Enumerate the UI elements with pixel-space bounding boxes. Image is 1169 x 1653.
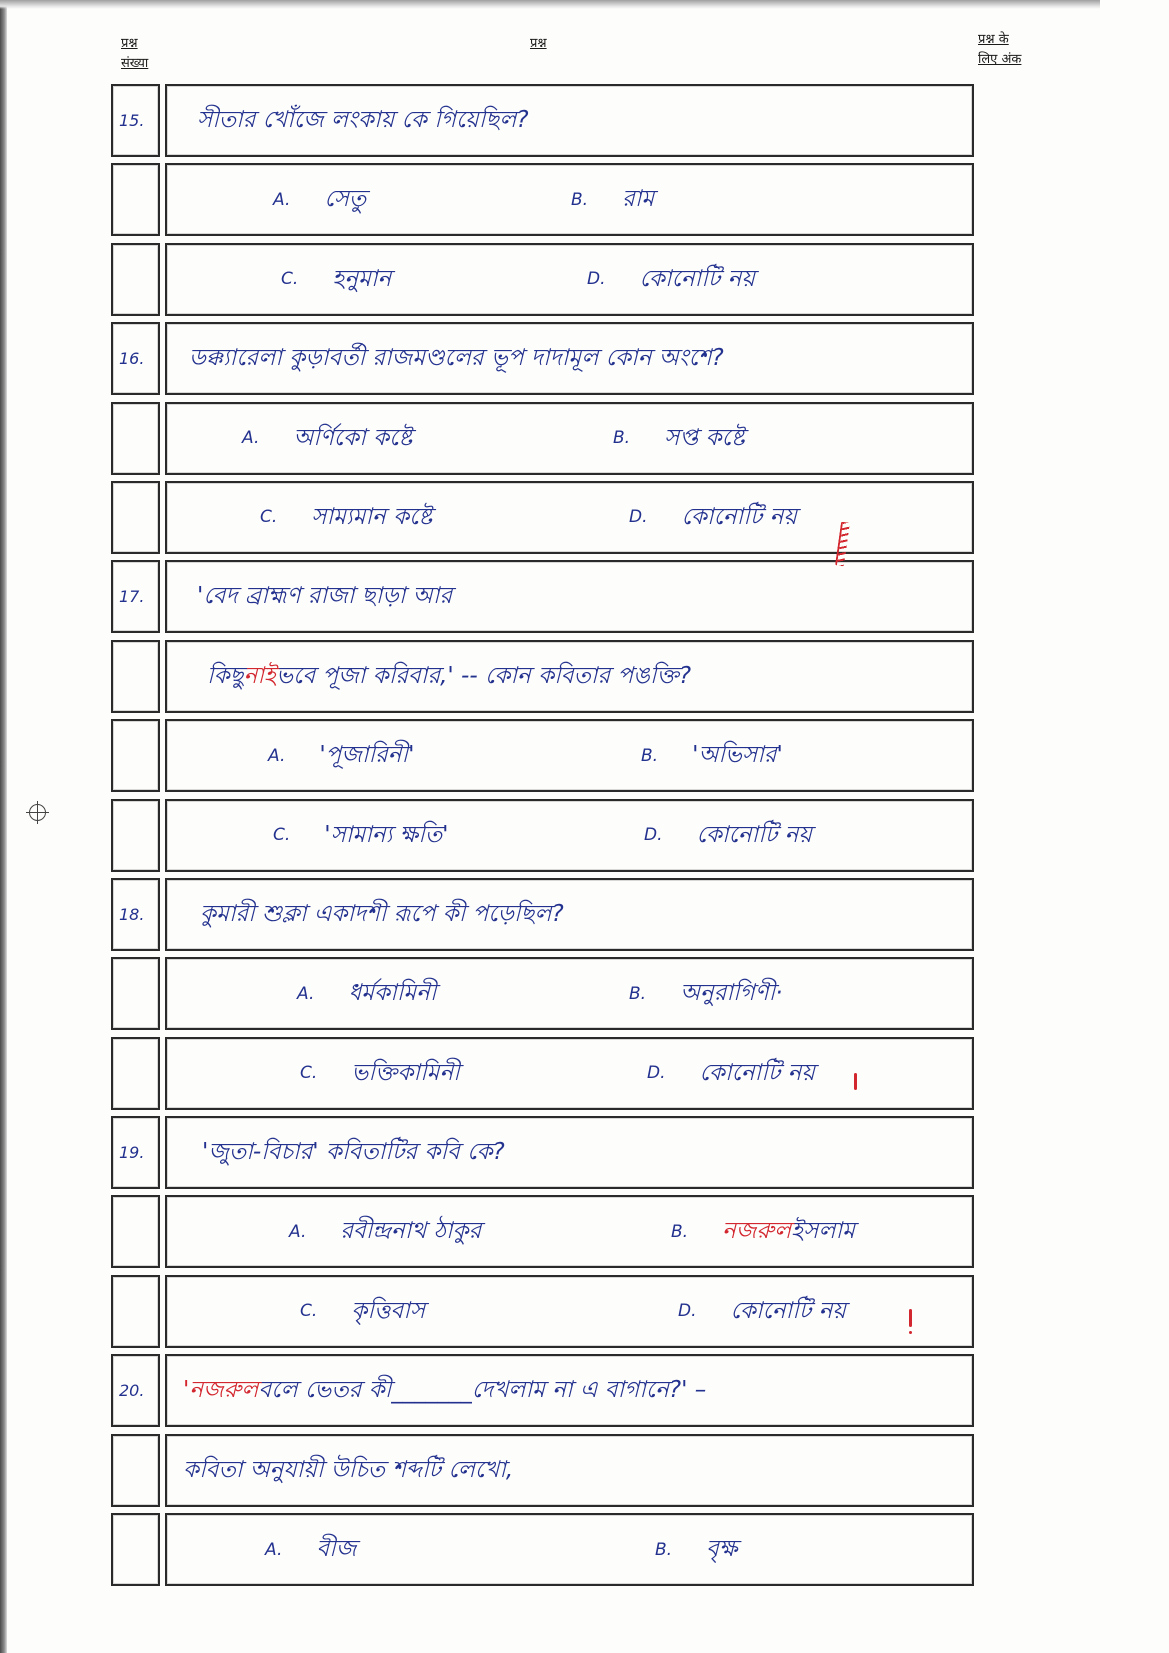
option-a-text: রবীন্দ্রনাথ ঠাকুর [340,1218,482,1245]
question-number-cell [111,640,160,713]
text-part: কিছু [207,662,244,689]
option-c-text: ভক্তিকামিনী [351,1059,460,1086]
header-question-label [530,34,547,54]
option-b-text: ইসলাম [791,1218,855,1245]
option-c-text: হনুমান [332,265,392,292]
option-b-correction-text: নজরুল [722,1218,792,1245]
question-number-cell [111,1275,160,1348]
option-b [629,959,783,1028]
text-part: বলে ভেতর কী [258,1377,392,1404]
option-a-label: A. [297,983,315,1004]
question-text-cell [165,1354,974,1427]
answer-table [111,84,974,1586]
option-c-text: সাম্যমান কষ্টে [311,503,433,530]
options-cell [165,1195,974,1268]
option-a [289,1197,481,1266]
header-question-number-line2: संख्या [121,56,149,71]
question-text: ডক্ক্যারেলা কুড়াবর্তী রাজমণ্ডলের ভূপ দাদামূল কোন অংশে? [189,345,724,372]
option-c-label: C. [273,825,291,846]
question-text: কুমারী শুক্লা একাদশী রূপে কী পড়েছিল? [200,900,564,927]
question-row [111,1116,974,1189]
question-row [111,1354,974,1427]
option-row [111,957,974,1030]
option-c [300,1039,460,1108]
option-a-text: 'পূজারিনী' [319,742,415,769]
scan-left-edge [0,0,7,1653]
option-c-label: C. [300,1063,318,1084]
continuation-row [111,1434,974,1507]
question-number-cell [111,1037,160,1110]
option-d-label: D. [678,1301,697,1322]
scan-top-edge [0,0,1100,9]
header-question-number-line1: प्रश्न [121,36,138,51]
options-cell [165,957,974,1030]
option-c [273,801,448,870]
question-row [111,322,974,395]
option-a-label: A. [289,1221,307,1242]
option-d-text: কোনোটি নয় [699,1059,815,1086]
option-b-text: 'অভিসার' [692,742,783,769]
option-d [644,801,812,870]
option-d-label: D. [587,269,606,290]
question-number-cell [111,799,160,872]
options-cell [165,1037,974,1110]
question-number-cell [111,1195,160,1268]
question-number-cell [111,402,160,475]
question-number-cell [111,719,160,792]
question-number-cell [111,1434,160,1507]
question-number-cell [111,322,160,395]
option-c-label: C. [281,269,299,290]
option-b-label: B. [629,983,647,1004]
option-row [111,1195,974,1268]
option-c-label: C. [300,1301,318,1322]
red-tick-mark [909,1309,912,1327]
option-a-text: সেতু [324,186,367,213]
question-text-cell [165,560,974,633]
option-c-label: C. [260,507,278,528]
option-a [242,404,412,473]
option-a-label: A. [273,189,291,210]
header-question-text: प्रश्न [530,36,547,51]
question-text-cell [165,640,974,713]
question-number: 15. [119,111,145,130]
option-d [678,1277,846,1346]
option-d [629,483,797,552]
header-marks-label [978,30,1021,70]
continuation-row [111,640,974,713]
option-d-label: D. [629,507,648,528]
option-a [268,721,414,790]
question-number-cell [111,481,160,554]
fill-in-blank: _______ [391,1377,472,1404]
options-cell [165,402,974,475]
question-number-cell [111,957,160,1030]
option-row [111,719,974,792]
option-a-label: A. [242,428,260,449]
question-text: 'জুতা-বিচার' কবিতাটির কবি কে? [202,1139,505,1166]
question-row [111,878,974,951]
option-c [300,1277,425,1346]
option-b [671,1197,855,1266]
question-row [111,84,974,157]
option-row [111,163,974,236]
question-number-cell [111,84,160,157]
header-marks-line1: प्रश्न के [978,32,1009,47]
correction-text: নাই [243,662,276,689]
question-text: 'বেদ ব্রাহ্মণ রাজা ছাড়া আর [197,583,453,610]
option-c [281,245,391,314]
question-number-cell [111,560,160,633]
question-text [183,1356,706,1425]
option-d-text: কোনোটি নয় [730,1297,846,1324]
option-b-label: B. [641,745,659,766]
option-b [641,721,783,790]
options-cell [165,799,974,872]
option-a [273,165,366,234]
option-row [111,1275,974,1348]
options-cell [165,243,974,316]
option-d-text: কোনোটি নয় [639,265,755,292]
question-text-cell [165,1116,974,1189]
option-b-text: রাম [622,186,655,213]
question-text-cell [165,84,974,157]
question-number-cell [111,163,160,236]
question-text: সীতার খোঁজে লংকায় কে গিয়েছিল? [197,107,529,133]
option-b [655,1515,738,1584]
question-text-continued: কবিতা অনুযায়ী উচিত শব্দটি লেখো, [183,1456,514,1483]
options-cell [165,1275,974,1348]
option-c-text: 'সামান্য ক্ষতি' [324,821,449,848]
option-row [111,1037,974,1110]
options-cell [165,1513,974,1586]
option-d-label: D. [647,1063,666,1084]
option-row [111,1513,974,1586]
option-row [111,243,974,316]
option-d-text: কোনোটি নয় [696,821,812,848]
options-cell [165,481,974,554]
option-a [265,1515,356,1584]
option-row [111,799,974,872]
question-number: 16. [119,349,145,369]
question-number-cell [111,1116,160,1189]
option-a-label: A. [268,745,286,766]
option-b [571,165,654,234]
option-d-text: কোনোটি নয় [681,503,797,530]
option-b-label: B. [655,1539,673,1560]
question-number-cell [111,1354,160,1427]
question-number-cell [111,1513,160,1586]
option-b [613,404,745,473]
question-number: 18. [119,904,145,924]
option-b-label: B. [671,1221,689,1242]
option-a-label: A. [265,1539,283,1560]
option-b-text: অনুরাগিণী· [680,980,783,1007]
option-row [111,402,974,475]
text-part: ভবে পূজা করিবার,' -- কোন কবিতার পঙক্তি? [275,662,692,689]
question-text-cell [165,1434,974,1507]
option-a-text: বীজ [316,1536,357,1563]
question-text-cell [165,322,974,395]
registration-mark-icon [29,804,46,821]
option-a-text: ধর্মকামিনী [348,980,437,1007]
header-question-number-label [121,34,148,74]
header-marks-line2: लिए अंक [978,52,1022,67]
option-c [260,483,432,552]
question-number: 19. [119,1143,145,1163]
option-b-text: বৃক্ষ [706,1536,738,1563]
correction-text: 'নজরুল [183,1377,259,1404]
option-d [647,1039,815,1108]
option-c-text: কৃত্তিবাস [351,1297,426,1324]
text-part: দেখলাম না এ বাগানে?' – [471,1377,707,1404]
question-number-cell [111,243,160,316]
option-b-label: B. [571,189,589,210]
question-number: 20. [119,1381,145,1401]
option-d-label: D. [644,825,663,846]
question-text-cell [165,878,974,951]
option-b-label: B. [613,428,631,449]
question-number-cell [111,878,160,951]
red-tick-mark [854,1073,857,1090]
option-d [587,245,755,314]
option-b-text: সপ্ত কষ্টে [664,424,745,451]
question-number: 17. [119,587,145,607]
option-a [297,959,436,1028]
options-cell [165,163,974,236]
question-row [111,560,974,633]
options-cell [165,719,974,792]
option-a-text: অর্ণিকো কষ্টে [293,424,413,451]
question-text-continued [207,642,691,711]
